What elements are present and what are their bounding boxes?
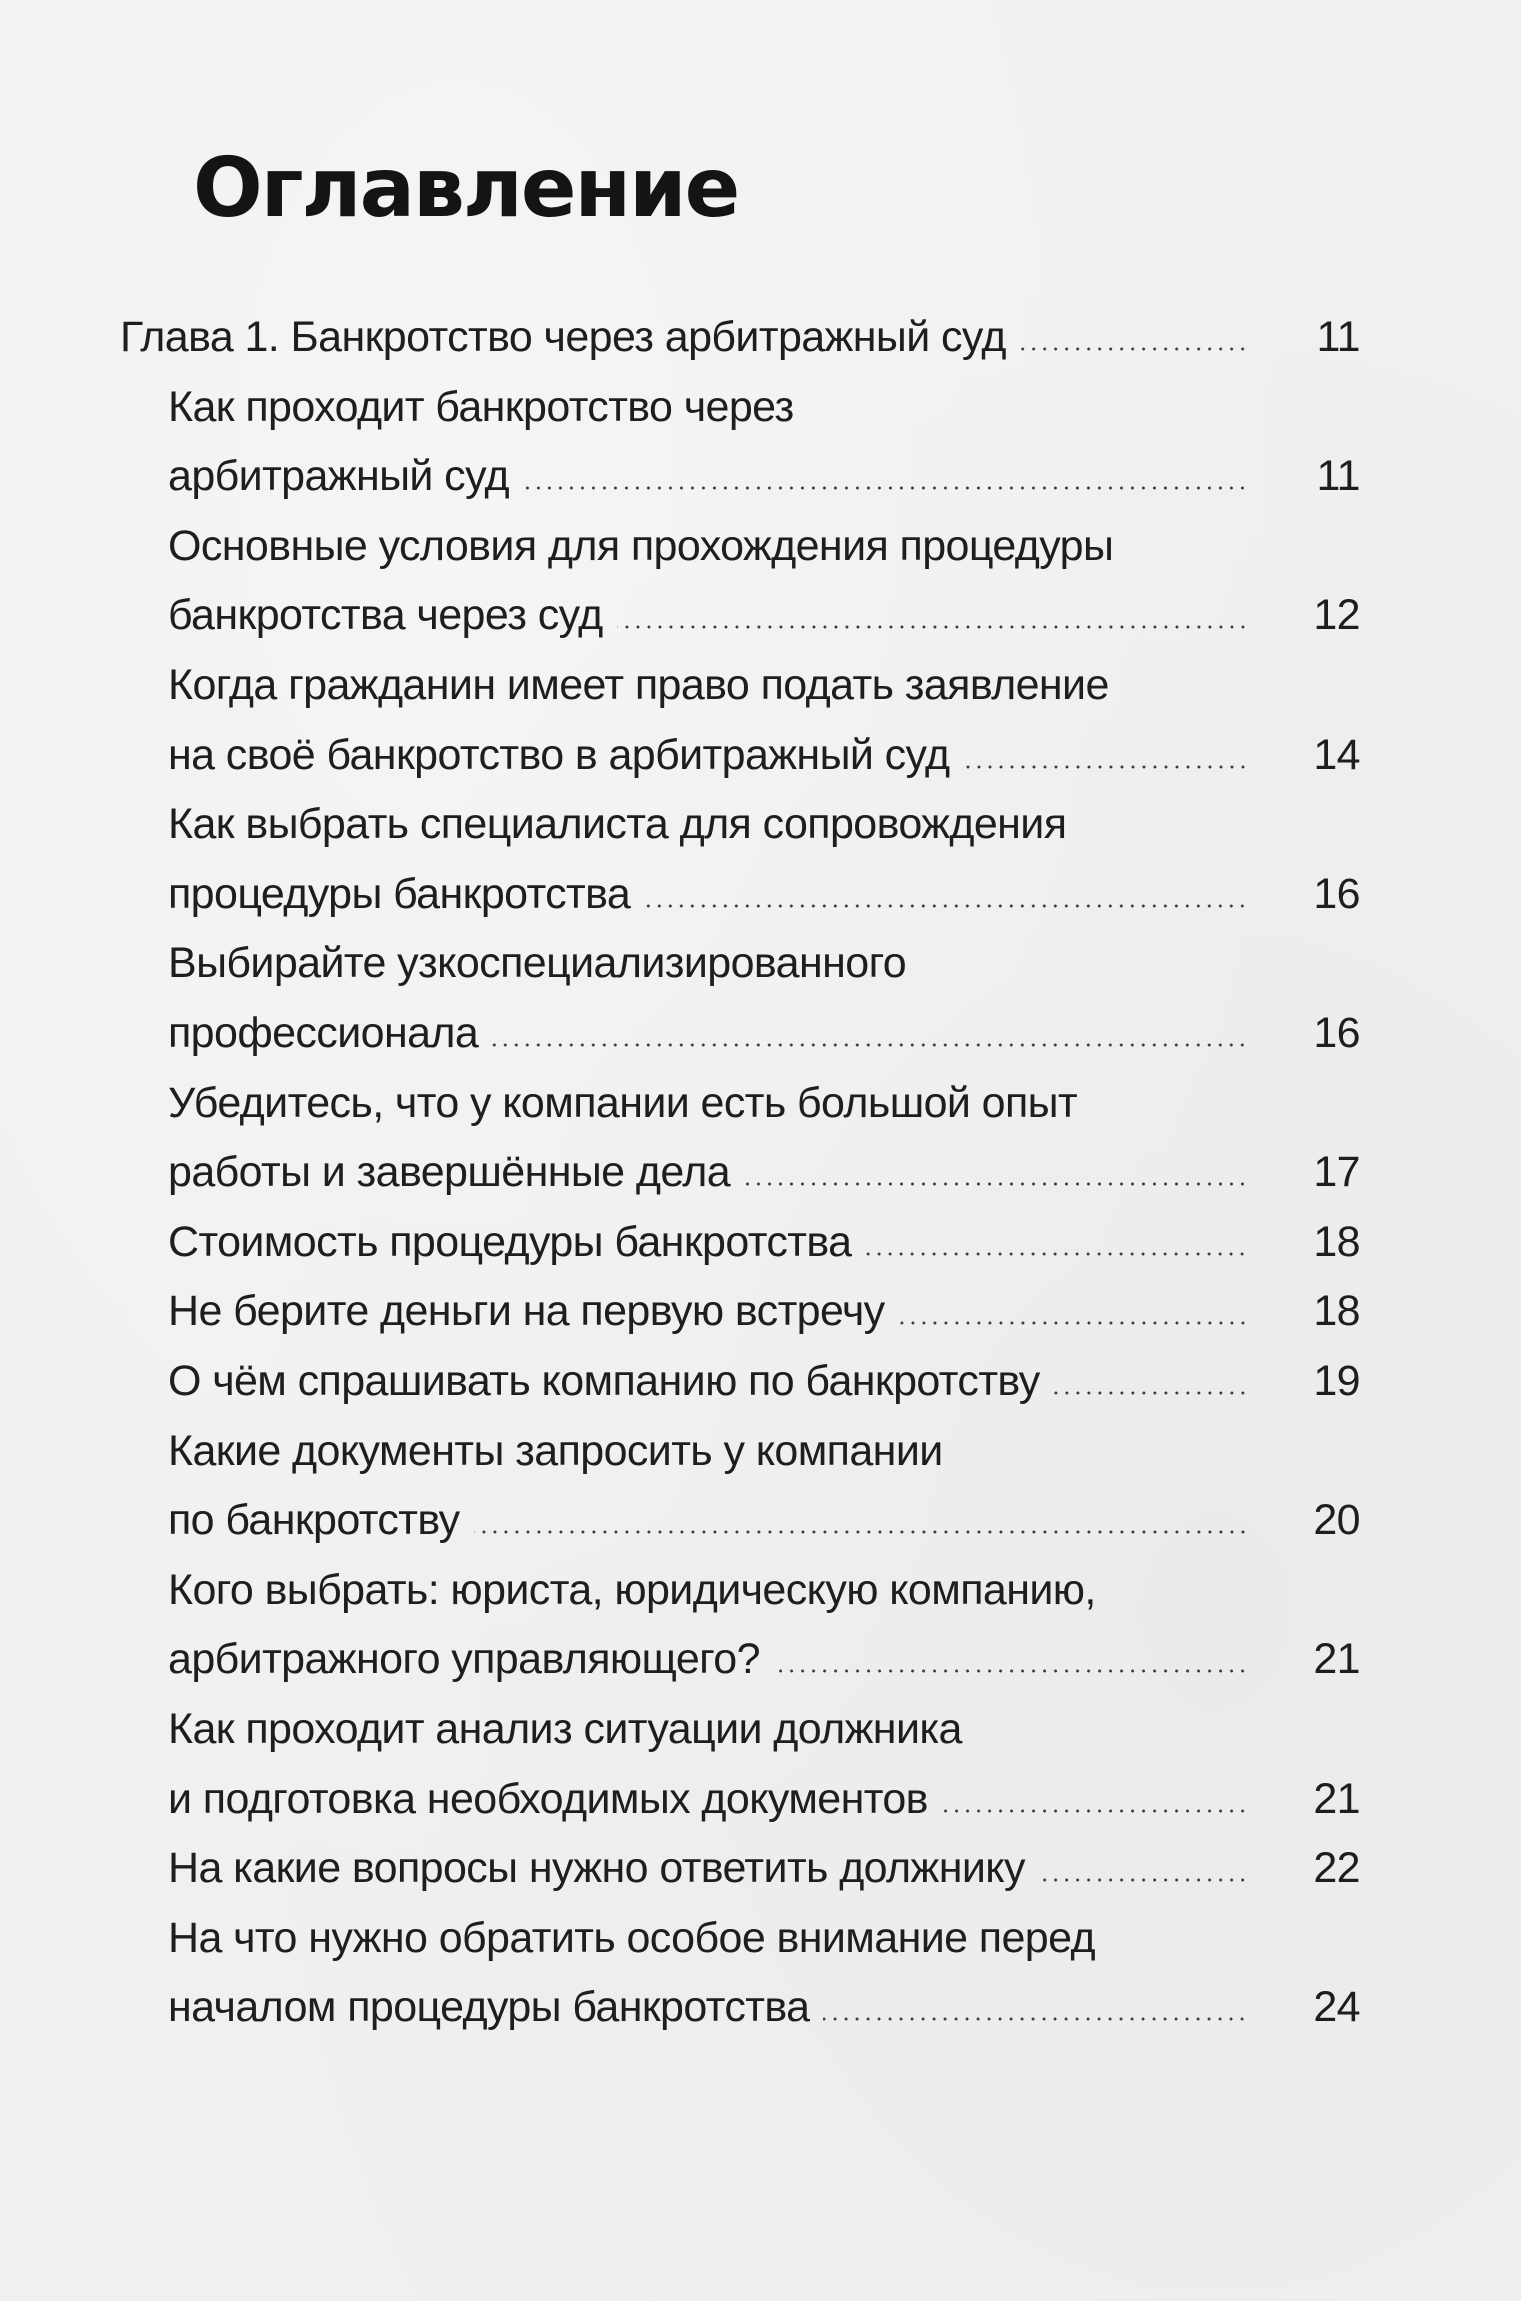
toc-section-line [168, 847, 1360, 916]
toc-page-number: 18 [1313, 1287, 1360, 1336]
toc-section-line [168, 1473, 1360, 1545]
toc-entry-title: арбитражного управляющего? [168, 1635, 760, 1684]
toc-section-line [168, 1334, 1360, 1403]
toc-entry-title: О чём спрашивать компанию по банкротству [168, 1357, 1040, 1405]
toc-entry-title: Как выбрать специалиста для сопровождения [168, 800, 1067, 849]
dot-leader [942, 1807, 1248, 1815]
dot-leader [1039, 1876, 1248, 1884]
toc-section-line [168, 1821, 1360, 1893]
toc-entry-title: процедуры банкротства [168, 869, 631, 918]
dot-leader [1054, 1389, 1248, 1397]
toc-entry-title: началом процедуры банкротства [168, 1983, 810, 2032]
dot-leader [523, 484, 1248, 492]
toc-entry-title: Не берите деньги на первую встречу [168, 1287, 885, 1336]
dot-leader [774, 1667, 1248, 1675]
dot-leader [492, 1041, 1248, 1049]
toc-page-number: 21 [1313, 1774, 1360, 1823]
toc-section-line [168, 1752, 1360, 1821]
toc-page-number: 11 [1316, 313, 1360, 361]
toc-section-line [168, 638, 1360, 707]
toc-entry-title: Стоимость процедуры банкротства [168, 1217, 852, 1266]
toc-entry-title: Когда гражданин имеет право подать заявление [168, 661, 1109, 709]
toc-entry-title: и подготовка необходимых документов [168, 1774, 928, 1823]
dot-leader [823, 2015, 1248, 2023]
toc-section-line [168, 708, 1360, 777]
toc-section-line [168, 1056, 1360, 1125]
toc-page-number: 17 [1313, 1148, 1360, 1197]
toc-section-line [168, 1891, 1360, 1960]
toc-section-line [168, 777, 1360, 849]
toc-entry-title: по банкротству [168, 1496, 460, 1545]
toc-section-line [168, 1195, 1360, 1264]
toc-entry-title: Глава 1. Банкротство через арбитражный суд [120, 313, 1006, 361]
toc-page-number: 18 [1313, 1217, 1360, 1266]
toc-section-line [168, 429, 1360, 501]
toc-page-number: 19 [1313, 1357, 1360, 1405]
toc-entry-title: на своё банкротство в арбитражный суд [168, 730, 950, 779]
toc-entry-title: Убедитесь, что у компании есть большой опыт [168, 1078, 1078, 1127]
toc-page-number: 21 [1313, 1635, 1360, 1684]
toc-entry-title: Как проходит анализ ситуации должника [168, 1705, 962, 1753]
toc-page-number: 20 [1313, 1496, 1360, 1545]
toc-section-line [168, 1543, 1360, 1612]
toc-page-number: 12 [1313, 591, 1360, 640]
toc-entry-title: На что нужно обратить особое внимание перед [168, 1913, 1095, 1962]
toc-section-line [168, 499, 1360, 568]
dot-leader [1020, 345, 1248, 353]
toc-page-number: 22 [1313, 1844, 1360, 1893]
toc-entry-title: Какие документы запросить у компании [168, 1426, 943, 1475]
page-title: Оглавление [193, 141, 739, 236]
toc-entry-title: Выбирайте узкоспециализированного [168, 939, 907, 988]
toc-entry-title: работы и завершённые дела [168, 1148, 731, 1197]
toc-entry-title: банкротства через суд [168, 591, 603, 640]
toc-chapter-line [120, 290, 1360, 359]
toc-section-line [168, 986, 1360, 1055]
toc-section-line [168, 1264, 1360, 1336]
toc-section-line [168, 1404, 1360, 1473]
toc-entry-title: Основные условия для прохождения процедуры [168, 521, 1114, 570]
dot-leader [964, 763, 1248, 771]
toc-section-line [168, 1682, 1360, 1751]
toc-page-number: 14 [1313, 730, 1360, 779]
toc-page-number: 24 [1313, 1983, 1360, 2032]
toc-entry-title: На какие вопросы нужно ответить должнику [168, 1844, 1025, 1893]
dot-leader [744, 1180, 1248, 1188]
toc-page-number: 16 [1313, 1009, 1360, 1057]
toc-section-line [168, 568, 1360, 640]
toc-section-line [168, 360, 1360, 429]
toc-entry-title: профессионала [168, 1009, 479, 1057]
toc-page-number: 16 [1313, 869, 1360, 918]
toc-section-line [168, 1125, 1360, 1197]
toc-entry-title: арбитражный суд [168, 452, 510, 501]
toc-section-line [168, 1960, 1360, 2032]
dot-leader [865, 1250, 1248, 1258]
toc-entry-title: Как проходит банкротство через [168, 382, 794, 431]
toc-entry-title: Кого выбрать: юриста, юридическую компанию, [168, 1565, 1096, 1614]
dot-leader [617, 623, 1248, 631]
dot-leader [474, 1528, 1248, 1536]
dot-leader [899, 1319, 1248, 1327]
toc-page-number: 11 [1316, 452, 1360, 501]
toc-section-line [168, 1612, 1360, 1684]
toc-section-line [168, 916, 1360, 988]
dot-leader [644, 902, 1248, 910]
